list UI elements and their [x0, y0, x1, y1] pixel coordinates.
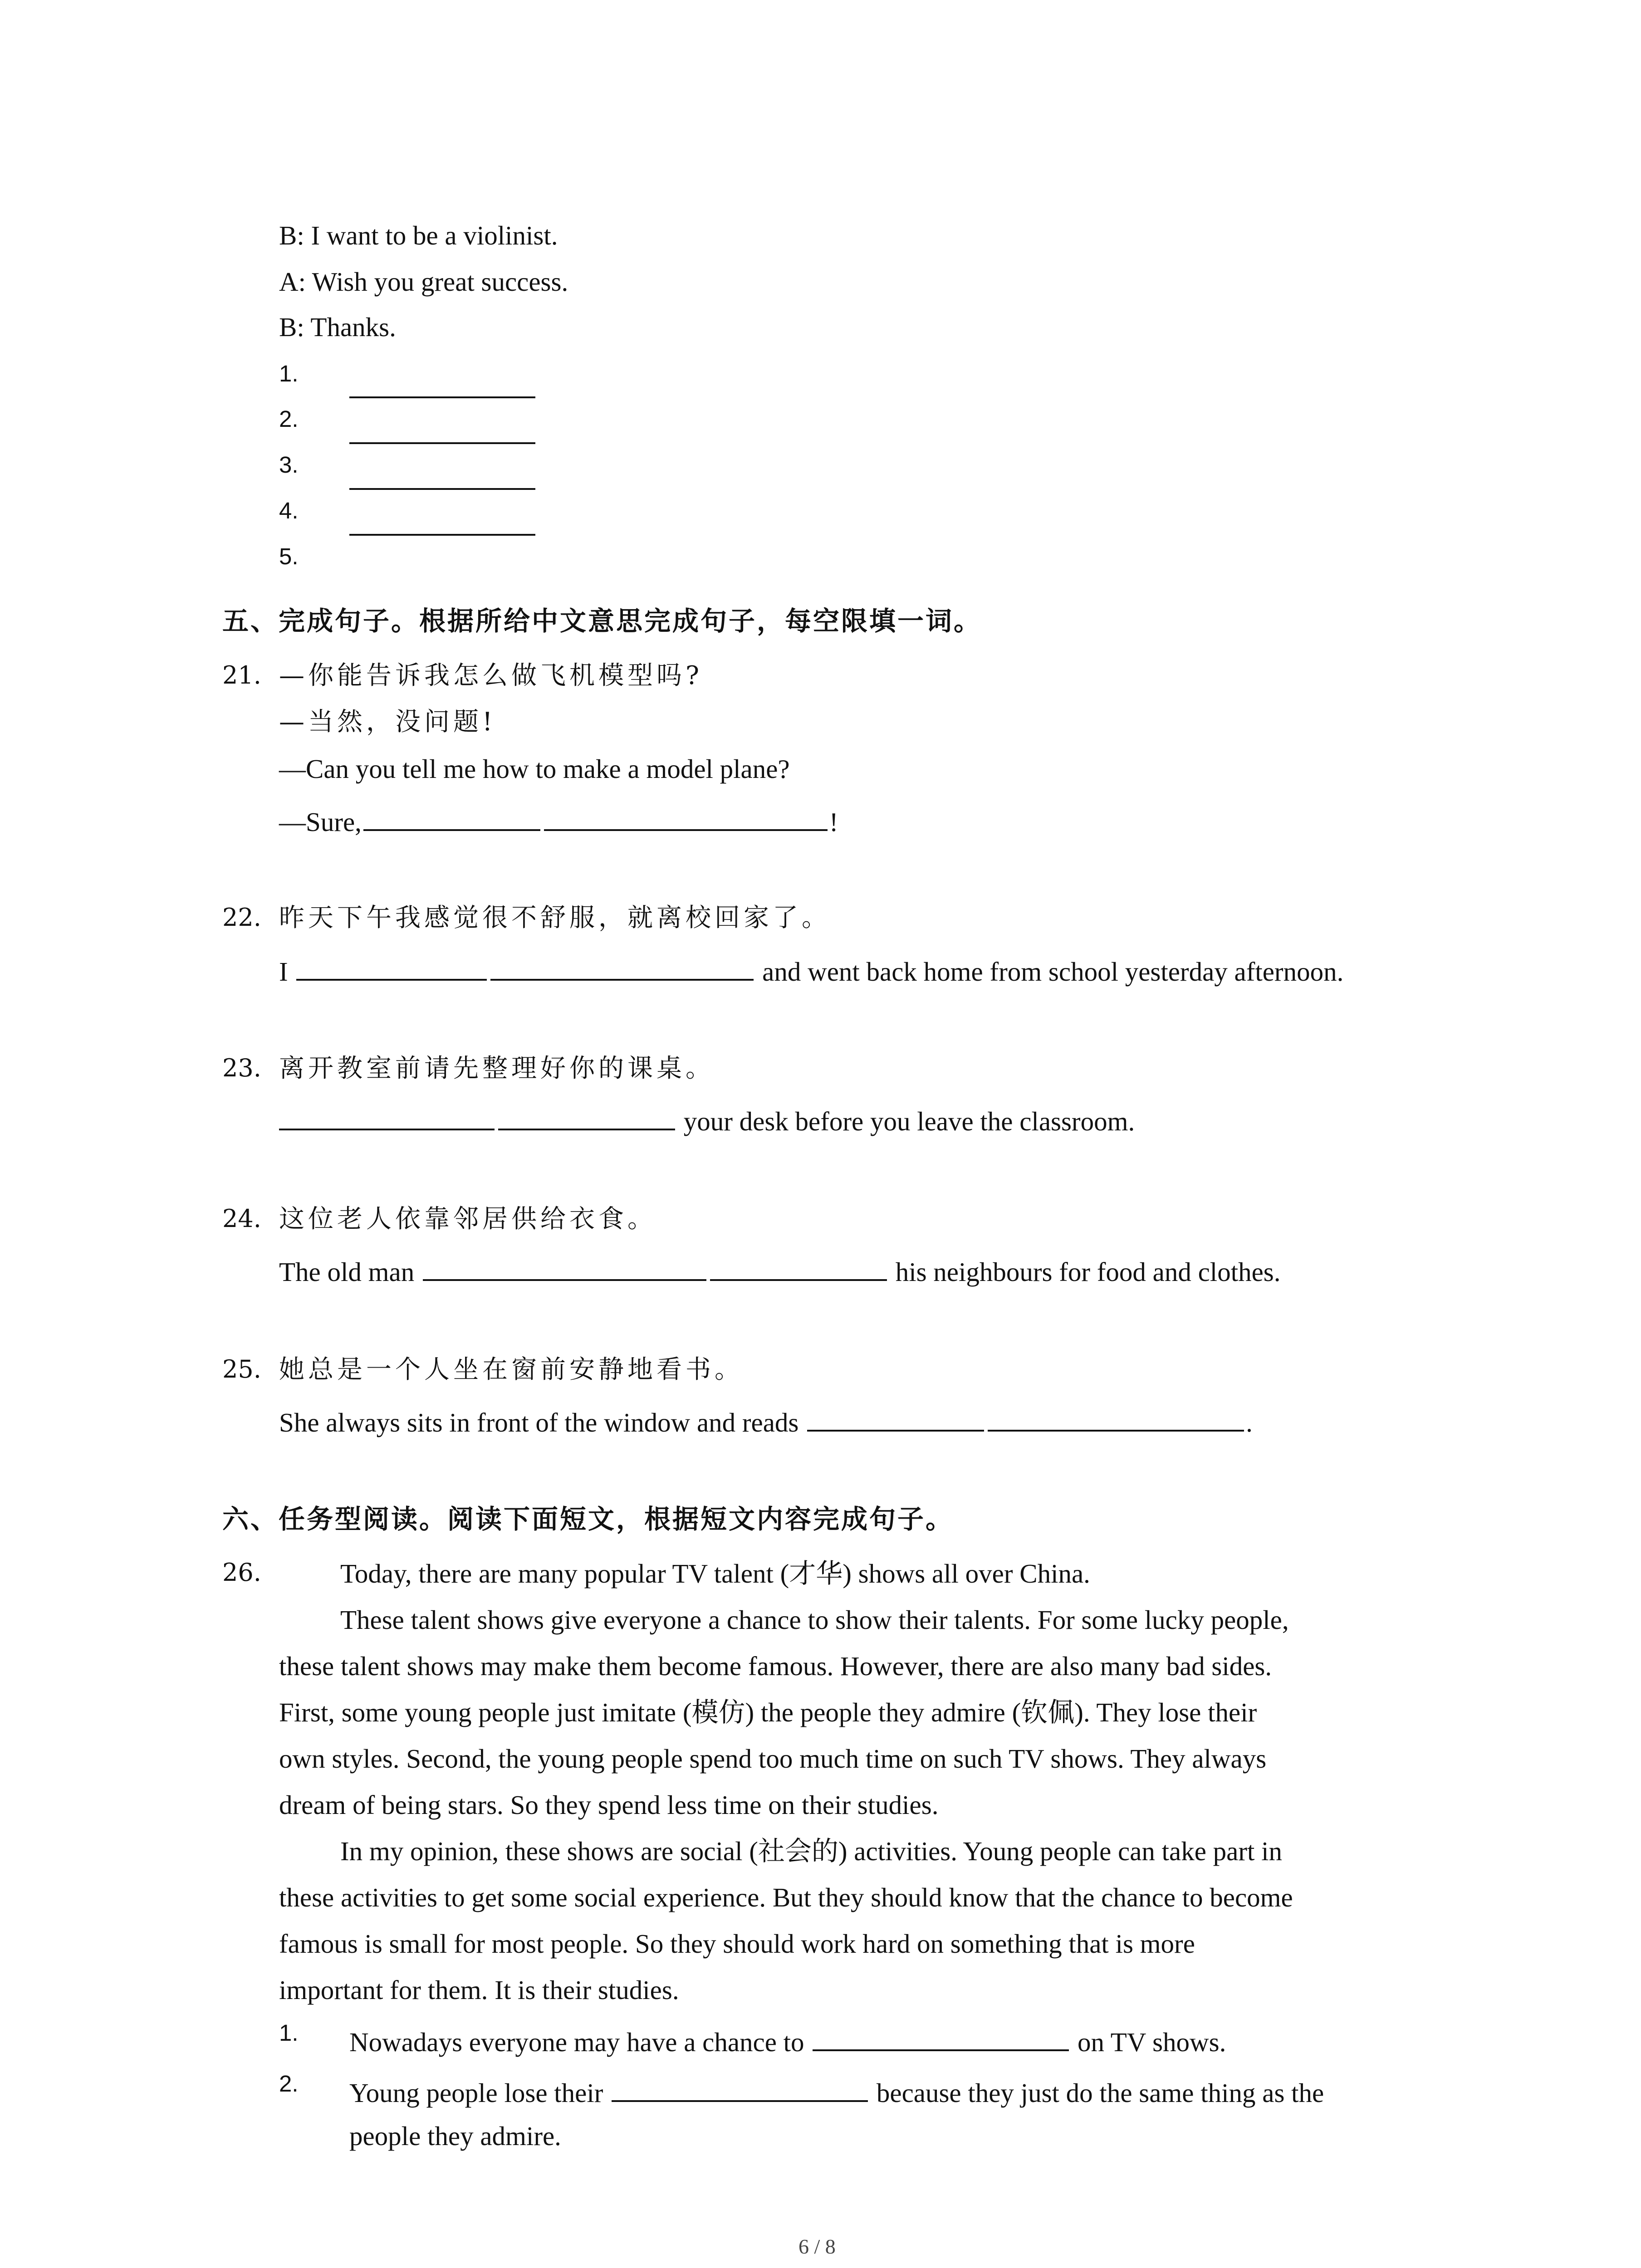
sentence-end: because they just do the same thing as the	[876, 2078, 1324, 2108]
fill-blank[interactable]	[544, 806, 828, 831]
passage-line: First, some young people just imitate (模仿) the people they admire (钦佩). They lose their	[279, 1697, 1257, 1727]
sentence-start: Nowadays everyone may have a chance to	[349, 2027, 804, 2057]
passage-line: these activities to get some social experience. But they should know that the chance to become	[279, 1882, 1293, 1912]
question-english	[279, 955, 1343, 985]
passage-line: famous is small for most people. So they should work hard on something that is more	[279, 1929, 1195, 1959]
fill-blank[interactable]	[988, 1406, 1244, 1432]
section-title: 六、任务型阅读。阅读下面短文，根据短文内容完成句子。	[222, 1504, 954, 1535]
answer-blank[interactable]	[349, 442, 535, 444]
answer-number: 3.	[279, 452, 299, 478]
task-number: 1.	[279, 2020, 299, 2046]
question-chinese: —当然，没问题!	[279, 707, 496, 737]
dialogue-line: B: Thanks.	[279, 312, 396, 342]
passage-line: dream of being stars. So they spend less time on their studies.	[279, 1790, 939, 1820]
passage-line: own styles. Second, the young people spend too much time on such TV shows. They always	[279, 1744, 1267, 1774]
sentence-end: and went back home from school yesterday afternoon.	[762, 957, 1344, 987]
sentence-end: his neighbours for food and clothes.	[895, 1257, 1281, 1287]
question-number: 21.	[222, 661, 261, 689]
answer-blank[interactable]	[349, 396, 535, 398]
answer-number: 1.	[279, 361, 299, 386]
section-title: 五、完成句子。根据所给中文意思完成句子，每空限填一词。	[222, 606, 982, 636]
fill-blank[interactable]	[296, 955, 487, 981]
question-english	[279, 1256, 1281, 1286]
question-english	[279, 806, 838, 836]
question-chinese: 这位老人依靠邻居供给衣食。	[279, 1204, 656, 1234]
fill-blank[interactable]	[423, 1256, 706, 1281]
question-chinese: —你能告诉我怎么做飞机模型吗?	[279, 661, 703, 690]
question-chinese: 离开教室前请先整理好你的课桌。	[279, 1054, 715, 1083]
sentence-start: Young people lose their	[349, 2078, 603, 2108]
answer-number: 2.	[279, 406, 299, 432]
sentence-start: She always sits in front of the window and reads	[279, 1408, 799, 1437]
question-number: 24.	[222, 1204, 261, 1233]
sentence-start: I	[279, 957, 288, 987]
fill-blank[interactable]	[710, 1256, 887, 1281]
passage-line: These talent shows give everyone a chance to show their talents. For some lucky people,	[340, 1605, 1289, 1635]
question-number: 25.	[222, 1355, 261, 1383]
question-english	[279, 1105, 1135, 1135]
question-number: 26.	[222, 1558, 261, 1587]
task-sentence	[349, 2077, 1324, 2107]
passage-line: Today, there are many popular TV talent (才华) shows all over China.	[340, 1559, 1090, 1589]
sentence-end: on TV shows.	[1078, 2027, 1226, 2057]
answer-blank[interactable]	[349, 534, 535, 536]
sentence-end: your desk before you leave the classroom.	[683, 1106, 1135, 1136]
question-english	[279, 1406, 1253, 1436]
sentence-start: The old man	[279, 1257, 415, 1287]
answer-number: 5.	[279, 543, 299, 569]
fill-blank[interactable]	[807, 1406, 984, 1432]
fill-blank[interactable]	[490, 955, 754, 981]
dialogue-line: B: I want to be a violinist.	[279, 220, 558, 250]
fill-blank[interactable]	[363, 806, 540, 831]
passage-line: important for them. It is their studies.	[279, 1975, 679, 2005]
task-number: 2.	[279, 2071, 299, 2097]
question-chinese: 昨天下午我感觉很不舒服，就离校回家了。	[279, 903, 831, 933]
question-english: —Can you tell me how to make a model plane?	[279, 754, 790, 784]
answer-blank[interactable]	[349, 488, 535, 490]
task-sentence	[349, 2026, 1226, 2056]
passage-line: these talent shows may make them become famous. However, there are also many bad sides.	[279, 1651, 1272, 1681]
fill-blank[interactable]	[498, 1105, 675, 1130]
task-sentence-continued: people they admire.	[349, 2121, 561, 2151]
sentence-end: .	[1246, 1408, 1253, 1437]
question-number: 23.	[222, 1054, 261, 1082]
page-number: 6 / 8	[798, 2235, 836, 2258]
fill-blank[interactable]	[813, 2026, 1069, 2051]
dialogue-line: A: Wish you great success.	[279, 267, 568, 297]
sentence-start: —Sure,	[279, 807, 362, 837]
sentence-end: !	[829, 807, 838, 837]
question-number: 22.	[222, 903, 261, 932]
question-chinese: 她总是一个人坐在窗前安静地看书。	[279, 1355, 744, 1384]
passage-line: In my opinion, these shows are social (社会的) activities. Young people can take part in	[340, 1836, 1283, 1866]
fill-blank[interactable]	[612, 2077, 868, 2102]
fill-blank[interactable]	[279, 1105, 495, 1130]
answer-number: 4.	[279, 498, 299, 523]
